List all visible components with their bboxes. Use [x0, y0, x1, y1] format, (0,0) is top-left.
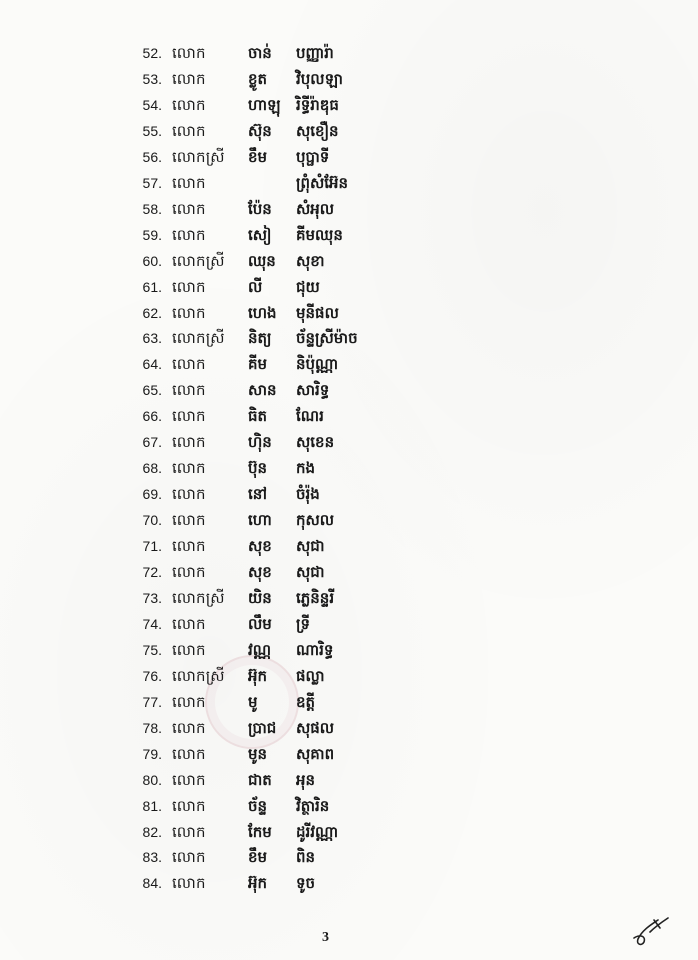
list-item-title: លោក [172, 718, 206, 737]
list-item [0, 377, 698, 403]
list-item-given-name: ជុយ [296, 277, 320, 296]
list-item-number: 58. [142, 200, 162, 217]
list-item-title: លោក [172, 822, 206, 841]
list-item-family-name: សាន [248, 381, 277, 400]
list-item-title: លោក [172, 277, 206, 296]
list-item-title: លោកស្រី [172, 588, 225, 607]
list-item [0, 66, 698, 92]
list-item [0, 40, 698, 66]
list-item-number: 78. [142, 719, 162, 736]
list-item-family-name: អ៊ុក [248, 874, 268, 893]
list-item-given-name: មុនីផល [296, 303, 339, 322]
list-item-given-name: កុសល [296, 511, 335, 530]
list-item-family-name: កែម [248, 822, 272, 841]
list-item-title: លោក [172, 563, 206, 581]
list-item-given-name: ច័ន្ទស្រីម៉ាច [296, 329, 358, 348]
list-item-family-name: វណ្ណ [248, 640, 272, 659]
list-item [0, 92, 698, 118]
list-item-title: លោក [172, 381, 206, 400]
list-item-number: 74. [142, 615, 162, 632]
list-item-number: 83. [142, 849, 162, 866]
list-item-number: 68. [142, 460, 162, 477]
list-item [0, 248, 698, 274]
list-item-family-name: ឈុន [248, 251, 276, 270]
list-item-given-name: សារិទ្ធ [296, 381, 330, 400]
list-item-title: លោកស្រី [172, 251, 225, 270]
list-item-family-name: ធិត [248, 407, 268, 426]
list-item [0, 585, 698, 611]
list-item-number: 55. [142, 122, 162, 139]
list-item-title: លោក [172, 485, 206, 504]
list-item-family-name: ខឹម [248, 848, 268, 867]
list-item-given-name: សុខឿន [296, 121, 339, 140]
list-item-family-name: ប៊ុន [248, 459, 268, 478]
list-item-family-name: មូ [248, 692, 258, 711]
list-item-family-name: លឹម [248, 614, 272, 633]
list-item-title: លោក [172, 796, 206, 815]
list-item-given-name: អុន [296, 770, 316, 789]
list-item-given-name: គីមឈុន [296, 225, 343, 244]
list-item [0, 689, 698, 715]
list-item-family-name: ហោ [248, 511, 272, 530]
list-item-number: 69. [142, 486, 162, 503]
list-item-title: លោកស្រី [172, 329, 225, 348]
list-item [0, 351, 698, 377]
list-item [0, 325, 698, 351]
list-item-title: លោក [172, 848, 206, 867]
list-item-family-name: សៀ [248, 225, 272, 244]
list-item-number: 73. [142, 589, 162, 606]
list-item [0, 144, 698, 170]
list-item-title: លោក [172, 511, 206, 530]
initial-mark [628, 908, 676, 948]
list-item-given-name: សុខា [296, 251, 325, 270]
list-item-number: 71. [142, 538, 162, 555]
list-item-given-name: សុផល [296, 718, 335, 737]
list-item-family-name: នៅ [248, 485, 268, 504]
list-item-number: 65. [142, 382, 162, 399]
list-item-given-name: ទូច [296, 874, 316, 893]
list-item-given-name: កង [296, 459, 316, 478]
list-item-number: 62. [142, 304, 162, 321]
list-item-title: លោក [172, 874, 206, 893]
list-item-family-name: សុខ [248, 563, 272, 581]
list-item-number: 70. [142, 512, 162, 529]
list-item-title: លោក [172, 640, 206, 659]
list-item-given-name: ផល្លា [296, 666, 325, 685]
list-item-given-name: ចំរ៉ុង [296, 485, 320, 504]
list-item-family-name: ខ្លូត [248, 69, 268, 88]
list-item-number: 53. [142, 70, 162, 87]
list-item-family-name: សុខ [248, 537, 272, 556]
list-item-family-name: ហេង [248, 303, 277, 322]
list-item [0, 481, 698, 507]
list-item-number: 64. [142, 356, 162, 373]
list-item-title: លោក [172, 44, 206, 62]
list-item-number: 76. [142, 667, 162, 684]
list-item-given-name: ឧត្តី [296, 692, 316, 711]
list-item-family-name: ហាឡុ [248, 95, 281, 114]
list-item-number: 66. [142, 408, 162, 425]
list-item-given-name: បញ្ញារ៉ា [296, 44, 334, 62]
list-item-family-name: ច័ន្ទ [248, 796, 268, 815]
list-item-title: លោក [172, 355, 206, 374]
list-item-title: លោកស្រី [172, 147, 225, 166]
list-item [0, 767, 698, 793]
list-item-family-name: គីម [248, 355, 268, 374]
list-item-family-name: អ៊ុក [248, 666, 268, 685]
list-item-family-name: ប្រាជ [248, 718, 277, 737]
list-item-title: លោក [172, 459, 206, 478]
list-item-given-name: ដូរីវណ្ណា [296, 822, 339, 841]
list-item [0, 663, 698, 689]
list-item-given-name: បុប្ផាទី [296, 147, 330, 166]
list-item [0, 715, 698, 741]
list-item-family-name: មូន [248, 744, 268, 763]
list-item-family-name: ខឹម [248, 147, 268, 166]
list-item-number: 59. [142, 226, 162, 243]
list-item [0, 118, 698, 144]
list-item [0, 196, 698, 222]
list-item [0, 559, 698, 585]
list-item [0, 300, 698, 326]
list-item-given-name: និប៉ុណ្ណា [296, 355, 339, 374]
list-item-family-name: ចាន់ [248, 44, 272, 62]
list-item-title: លោក [172, 303, 206, 322]
list-item [0, 222, 698, 248]
list-item-title: លោក [172, 225, 206, 244]
list-item-given-name: សុជា [296, 563, 325, 581]
list-item-title: លោក [172, 407, 206, 426]
list-item-title: លោក [172, 173, 206, 192]
list-item-family-name: ប៉ែន [248, 199, 272, 218]
list-item-number: 80. [142, 771, 162, 788]
list-item-number: 60. [142, 252, 162, 269]
list-item [0, 507, 698, 533]
list-item-number: 81. [142, 797, 162, 814]
list-item-family-name: ហ៊ិន [248, 433, 272, 452]
list-item-title: លោក [172, 121, 206, 140]
list-item-number: 72. [142, 564, 162, 580]
list-item-given-name: វិបុលឡា [296, 69, 343, 88]
list-item-number: 56. [142, 148, 162, 165]
list-item-title: លោក [172, 744, 206, 763]
list-item-given-name: សុជា [296, 537, 325, 556]
list-item-given-name: សុគាព [296, 744, 335, 763]
list-item [0, 533, 698, 559]
list-item [0, 170, 698, 196]
list-item-given-name: ទ្រី [296, 614, 310, 633]
list-item-number: 79. [142, 745, 162, 762]
list-item-family-name: ស៊ុន [248, 121, 272, 140]
list-item-number: 63. [142, 330, 162, 347]
list-item-family-name: ជាត [248, 770, 272, 789]
list-item-given-name: រិទ្ធីរ៉ាឌុធ [296, 95, 339, 114]
list-item-number: 84. [142, 875, 162, 892]
list-item [0, 741, 698, 767]
list-item-family-name: លី [248, 277, 263, 296]
list-item-number: 52. [142, 45, 162, 61]
list-item-given-name: ពិន [296, 848, 316, 867]
list-item-number: 67. [142, 434, 162, 451]
list-item-given-name: វិត្ថារិន [296, 796, 330, 815]
list-item-title: លោក [172, 537, 206, 556]
page-number: 3 [322, 930, 329, 945]
list-item-family-name: និត្យ [248, 329, 272, 348]
list-item-title: លោក [172, 692, 206, 711]
list-item-title: លោក [172, 69, 206, 88]
list-item-number: 77. [142, 693, 162, 710]
list-item-title: លោក [172, 199, 206, 218]
list-item [0, 870, 698, 896]
list-item [0, 844, 698, 870]
list-item-given-name: ព្រុំសំអ៊ែន [296, 173, 349, 192]
list-item [0, 793, 698, 819]
list-item [0, 637, 698, 663]
list-item [0, 274, 698, 300]
list-item [0, 611, 698, 637]
list-item-title: លោក [172, 770, 206, 789]
list-item [0, 819, 698, 845]
list-item-number: 75. [142, 641, 162, 658]
list-item-title: លោក [172, 614, 206, 633]
list-item-number: 54. [142, 96, 162, 113]
list-item-given-name: ណែរ [296, 407, 324, 426]
list-item-given-name: សំអុល [296, 199, 335, 218]
list-item-number: 82. [142, 823, 162, 840]
list-item-given-name: សុខេន [296, 433, 335, 452]
list-item-title: លោក [172, 433, 206, 452]
list-item [0, 455, 698, 481]
list-item-given-name: ណារិទ្ធ [296, 640, 334, 659]
list-item-number: 61. [142, 278, 162, 295]
list-item-given-name: ភ្លេនិន្ទរី [296, 588, 335, 607]
list-item-title: លោកស្រី [172, 666, 225, 685]
list-item-number: 57. [142, 174, 162, 191]
list-item-title: លោក [172, 95, 206, 114]
list-item [0, 429, 698, 455]
list-item-family-name: យិន [248, 588, 272, 607]
list-item [0, 403, 698, 429]
